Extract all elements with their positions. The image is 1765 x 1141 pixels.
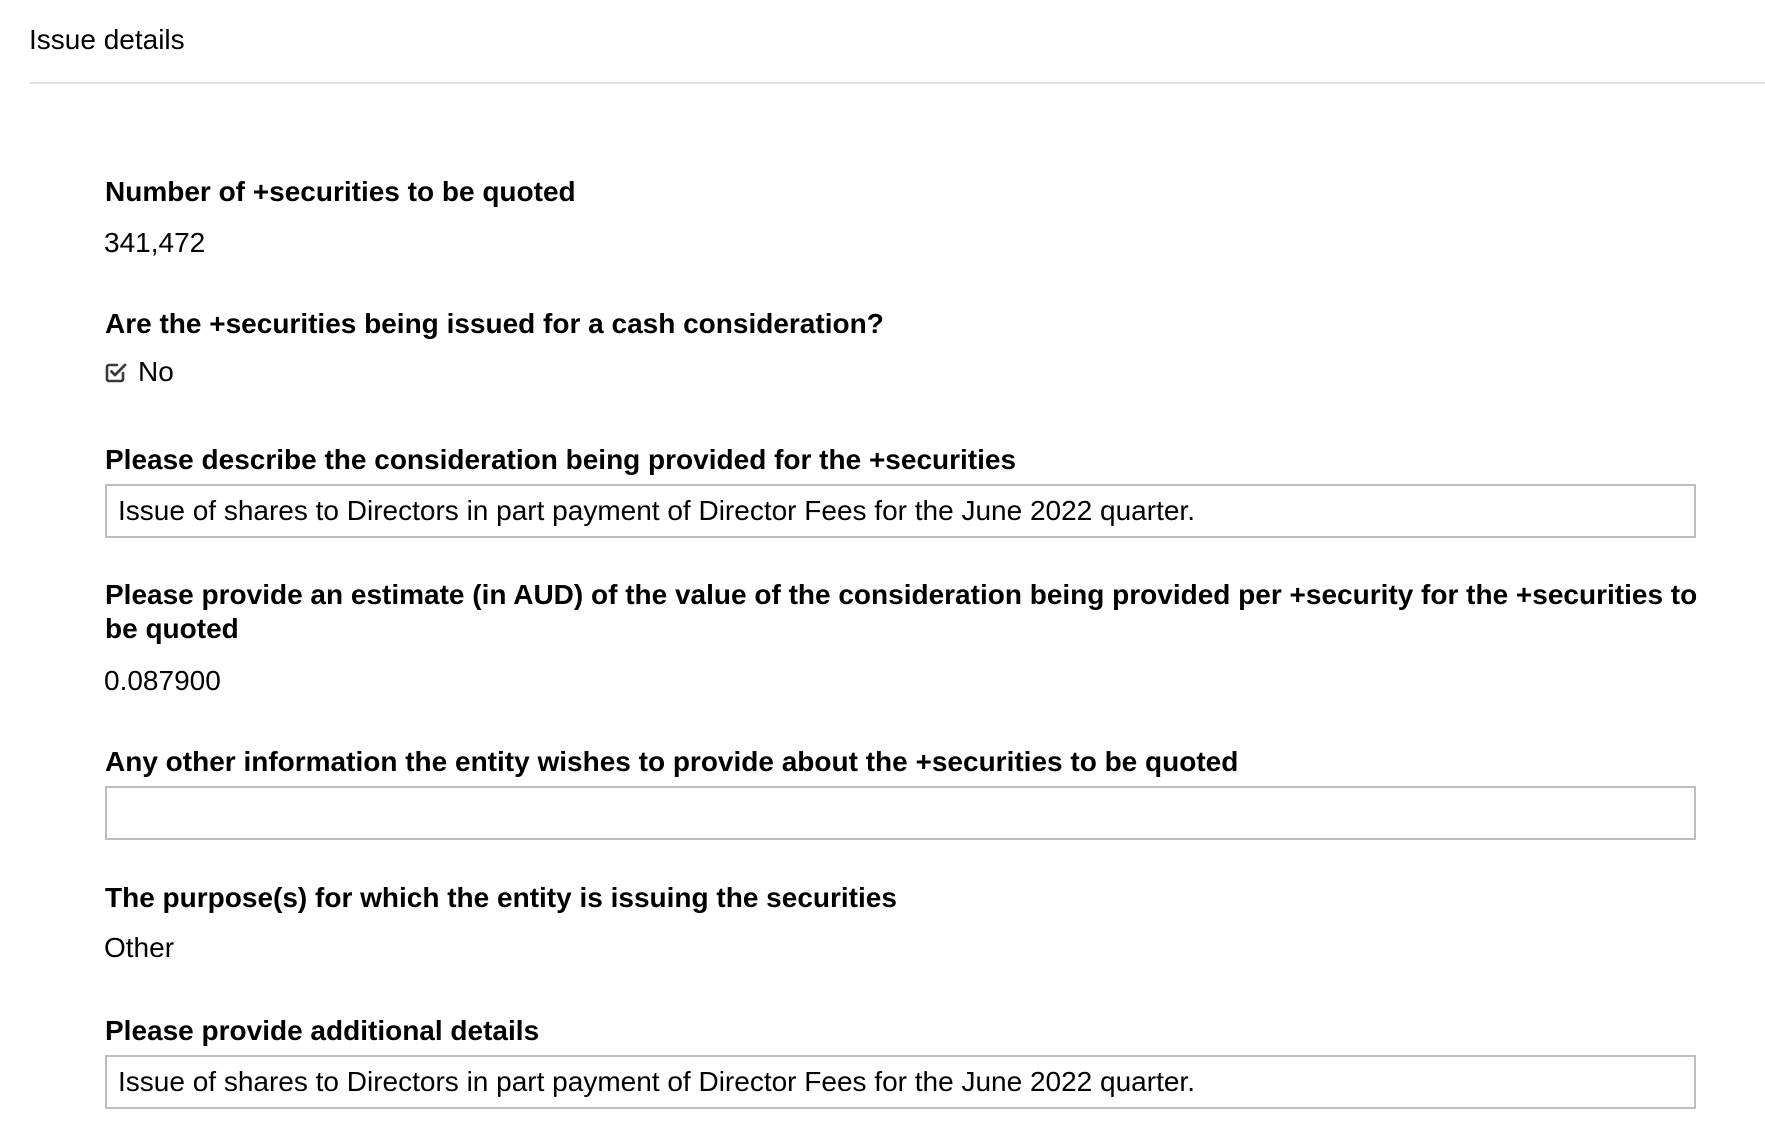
additional-details-box: Issue of shares to Directors in part payment of Director Fees for the June 2022 quarter. [105,1055,1696,1109]
estimate-value-value: 0.087900 [104,665,221,696]
other-information-label: Any other information the entity wishes to provide about the +securities to be quoted [105,746,1239,777]
estimate-value-label: Please provide an estimate (in AUD) of the value of the consideration being provided per +security for the +securities to be quoted [105,579,1698,644]
additional-details-label: Please provide additional details [105,1015,540,1046]
checked-box-icon [104,360,128,384]
describe-consideration-box: Issue of shares to Directors in part payment of Director Fees for the June 2022 quarter. [105,484,1696,538]
purpose-value: Other [104,932,175,963]
number-quoted-value: 341,472 [104,227,206,258]
cash-consideration-answer [104,354,174,390]
purpose-label: The purpose(s) for which the entity is issuing the securities [105,882,897,913]
section-title: Issue details [29,24,185,55]
number-quoted-label: Number of +securities to be quoted [105,176,576,207]
section-divider [29,82,1765,84]
cash-consideration-value: No [138,356,174,387]
other-information-box [105,786,1696,840]
cash-consideration-label: Are the +securities being issued for a cash consideration? [105,308,884,339]
describe-consideration-label: Please describe the consideration being provided for the +securities [105,444,1017,475]
